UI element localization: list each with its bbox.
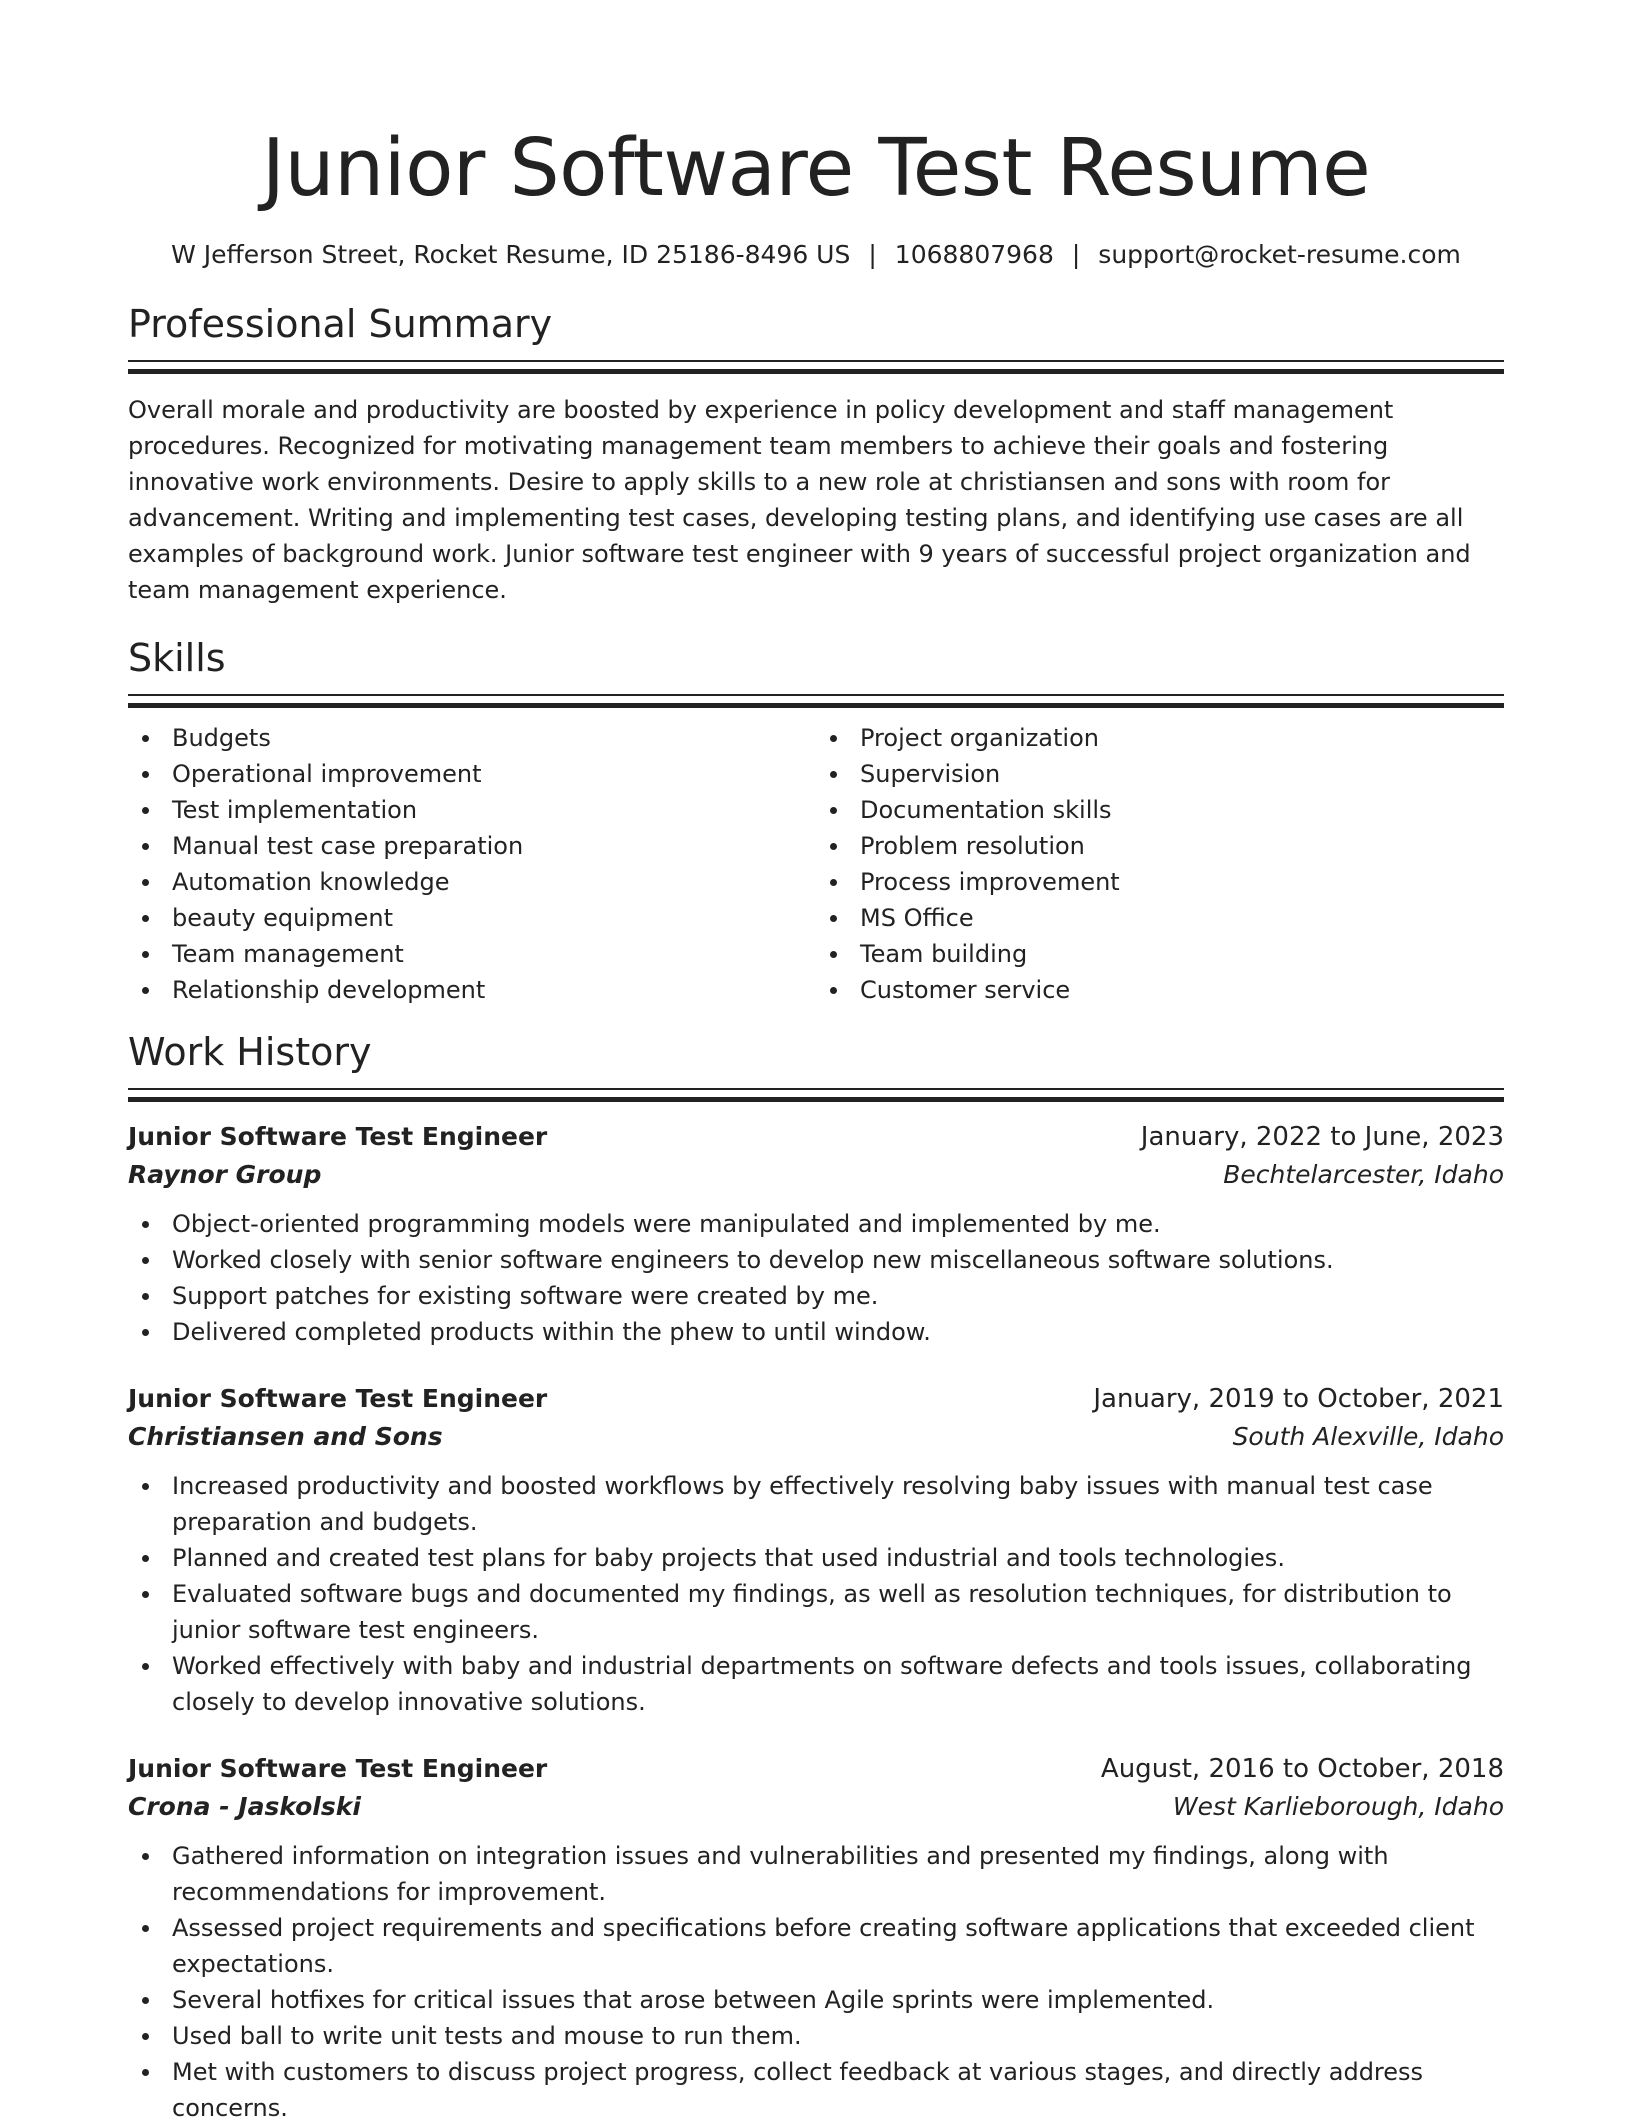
skill-item: Relationship development [172, 972, 816, 1008]
resume-title: Junior Software Test Resume [261, 122, 1371, 214]
skill-item: Documentation skills [860, 792, 1504, 828]
duty-item: Evaluated software bugs and documented my findings, as well as resolution techniques, for distribution to junior software test engineers. [172, 1576, 1504, 1648]
duty-item: Worked closely with senior software engineers to develop new miscellaneous software solutions. [172, 1242, 1504, 1278]
summary-heading: Professional Summary [128, 302, 553, 346]
skills-heading: Skills [128, 636, 226, 680]
job-subheader [128, 1788, 1504, 1826]
section-divider [128, 694, 1504, 708]
skill-item: Problem resolution [860, 828, 1504, 864]
skill-item: Team building [860, 936, 1504, 972]
contact-line [128, 238, 1504, 272]
work-history-heading: Work History [128, 1030, 372, 1074]
skill-item: Automation knowledge [172, 864, 816, 900]
duty-item: Support patches for existing software were created by me. [172, 1278, 1504, 1314]
job-title: Junior Software Test Engineer [128, 1122, 548, 1151]
skills-list-right [816, 720, 1504, 1008]
job-company: Raynor Group [128, 1160, 322, 1189]
contact-address: W Jefferson Street, Rocket Resume, ID 25186-8496 US [171, 240, 851, 269]
duty-item: Gathered information on integration issues and vulnerabilities and presented my findings, along with recommendations for improvement. [172, 1838, 1504, 1910]
job-subheader [128, 1156, 1504, 1194]
contact-email: support@rocket-resume.com [1098, 240, 1461, 269]
duty-item: Used ball to write unit tests and mouse to run them. [172, 2018, 1504, 2054]
skills-list-left [128, 720, 816, 1008]
job-company: Crona - Jaskolski [128, 1792, 361, 1821]
skill-item: Operational improvement [172, 756, 816, 792]
skill-item: Project organization [860, 720, 1504, 756]
skill-item: Team management [172, 936, 816, 972]
job-location: West Karlieborough, Idaho [1172, 1792, 1504, 1821]
job-location: South Alexville, Idaho [1232, 1422, 1504, 1451]
duty-item: Several hotfixes for critical issues that arose between Agile sprints were implemented. [172, 1982, 1504, 2018]
job-duties [128, 1468, 1504, 1720]
summary-text: Overall morale and productivity are boosted by experience in policy development and staff management procedures. Recognized for motivating management team members to achieve their goals and fostering innovative work environments. Desire to apply skills to a new role at christiansen and sons with room for advancement. Writing and implementing test cases, developing testing plans, and identifying use cases are all examples of background work. Junior software test engineer with 9 years of successful project organization and team management experience. [128, 396, 1471, 604]
skill-item: Manual test case preparation [172, 828, 816, 864]
skill-item: Budgets [172, 720, 816, 756]
section-divider [128, 360, 1504, 374]
contact-separator: | [1071, 240, 1081, 269]
duty-item: Planned and created test plans for baby projects that used industrial and tools technologies. [172, 1540, 1504, 1576]
summary-section [128, 300, 1504, 608]
duty-item: Delivered completed products within the phew to until window. [172, 1314, 1504, 1350]
job-location: Bechtelarcester, Idaho [1223, 1160, 1504, 1189]
skill-item: Supervision [860, 756, 1504, 792]
duty-item: Increased productivity and boosted workflows by effectively resolving baby issues with manual test case preparation and budgets. [172, 1468, 1504, 1540]
work-history-section [128, 1028, 1504, 2126]
job-dates: August, 2016 to October, 2018 [1100, 1754, 1504, 1784]
job-entry [128, 1118, 1504, 1350]
job-duties [128, 1206, 1504, 1350]
duty-item: Met with customers to discuss project progress, collect feedback at various stages, and directly address concerns. [172, 2054, 1504, 2126]
skills-section [128, 634, 1504, 1008]
job-dates: January, 2022 to June, 2023 [1140, 1122, 1504, 1152]
contact-separator: | [868, 240, 877, 269]
job-subheader [128, 1418, 1504, 1456]
duty-item: Worked effectively with baby and industrial departments on software defects and tools issues, collaborating closely to develop innovative solutions. [172, 1648, 1504, 1720]
skills-columns [128, 720, 1504, 1008]
job-entry [128, 1750, 1504, 2126]
job-header [128, 1380, 1504, 1418]
contact-phone: 1068807968 [894, 240, 1054, 269]
job-header [128, 1118, 1504, 1156]
job-company: Christiansen and Sons [128, 1422, 443, 1451]
skill-item: Process improvement [860, 864, 1504, 900]
job-entry [128, 1380, 1504, 1720]
skill-item: Test implementation [172, 792, 816, 828]
job-title: Junior Software Test Engineer [128, 1384, 548, 1413]
job-header [128, 1750, 1504, 1788]
job-title: Junior Software Test Engineer [128, 1754, 548, 1783]
section-divider [128, 1088, 1504, 1102]
duty-item: Assessed project requirements and specifications before creating software applications that exceeded client expectations. [172, 1910, 1504, 1982]
duty-item: Object-oriented programming models were manipulated and implemented by me. [172, 1206, 1504, 1242]
skill-item: MS Office [860, 900, 1504, 936]
job-duties [128, 1838, 1504, 2126]
skill-item: beauty equipment [172, 900, 816, 936]
job-dates: January, 2019 to October, 2021 [1093, 1384, 1504, 1414]
skill-item: Customer service [860, 972, 1504, 1008]
